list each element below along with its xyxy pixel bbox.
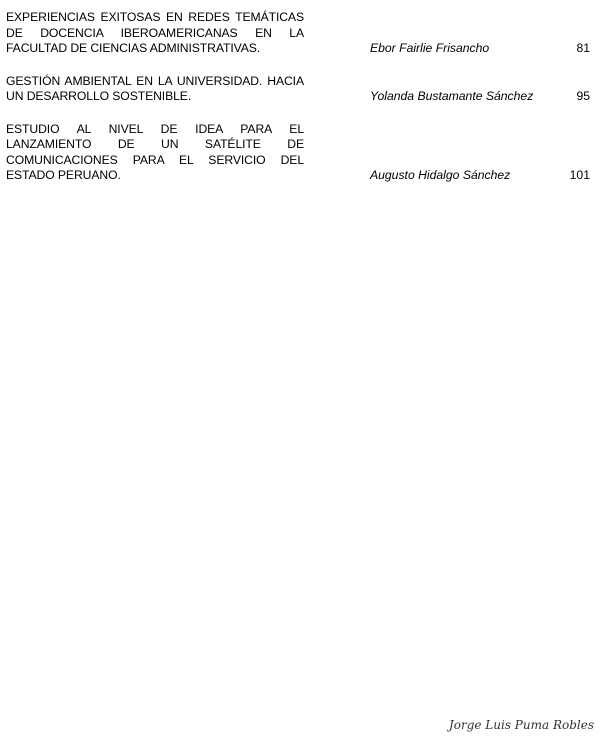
entry-page-number: 95	[576, 89, 590, 103]
toc-entry	[6, 122, 596, 184]
entry-page-number: 81	[576, 41, 590, 55]
entry-title: EXPERIENCIAS EXITOSAS EN REDES TEMÁTICAS DE DOCENCIA IBEROAMERICANAS EN LA FACULTAD DE CIENCIAS ADMINISTRATIVAS.	[6, 10, 304, 55]
toc-entry	[6, 10, 596, 57]
entry-author: Augusto Hidalgo Sánchez	[370, 168, 511, 182]
table-of-contents	[6, 10, 596, 201]
entry-title: GESTIÓN AMBIENTAL EN LA UNIVERSIDAD. HACIA UN DESARROLLO SOSTENIBLE.	[6, 73, 304, 103]
entry-author: Ebor Fairlie Frisancho	[370, 41, 490, 55]
entry-author: Yolanda Bustamante Sánchez	[370, 89, 534, 103]
entry-title: ESTUDIO AL NIVEL DE IDEA PARA EL LANZAMIENTO DE UN SATÉLITE DE COMUNICACIONES PARA EL SERVICIO DEL ESTADO PERUANO.	[6, 121, 304, 182]
entry-page-number: 101	[569, 168, 590, 182]
toc-entry	[6, 74, 596, 105]
footer-signature: Jorge Luis Puma Robles	[448, 718, 594, 732]
